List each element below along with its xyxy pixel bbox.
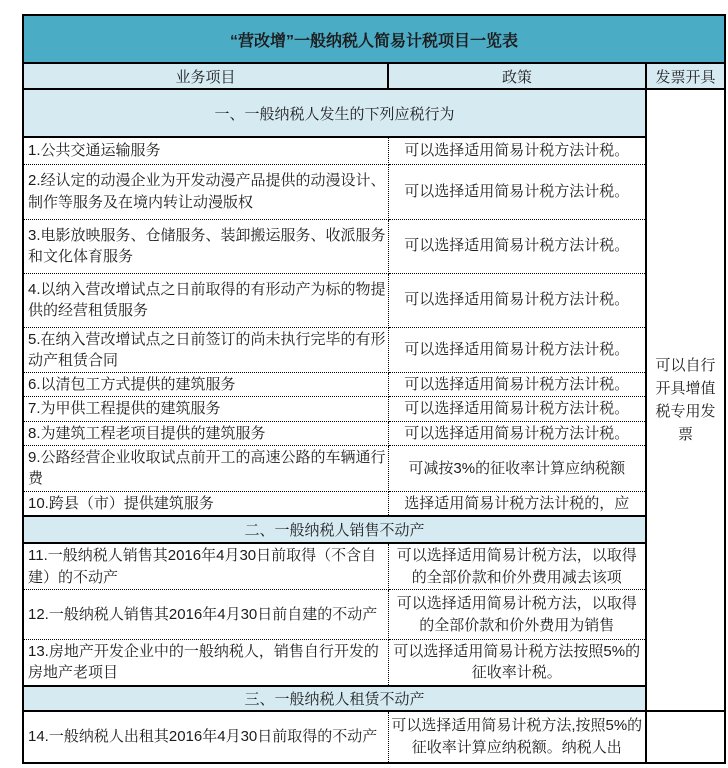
policy-cell: 可以选择适用简易计税方法计税。 bbox=[388, 219, 646, 273]
tax-items-table bbox=[22, 14, 726, 764]
table-row bbox=[23, 273, 725, 327]
table-row bbox=[23, 137, 725, 164]
table-header-row bbox=[23, 63, 725, 89]
table-row bbox=[23, 590, 725, 640]
policy-cell: 可以选择适用简易计税方法计税。 bbox=[388, 421, 646, 445]
table-title: “营改增”一般纳税人简易计税项目一览表 bbox=[23, 15, 725, 63]
policy-cell: 可以选择适用简易计税方法,按照5%的征收率计算应纳税额。纳税人出 bbox=[388, 711, 646, 763]
table-row bbox=[23, 640, 725, 686]
policy-cell: 可以选择适用简易计税方法计税。 bbox=[388, 137, 646, 164]
section-header-1: 一、一般纳税人发生的下列应税行为 bbox=[23, 89, 646, 137]
table-row bbox=[23, 397, 725, 421]
policy-cell: 可以选择适用简易计税方法计税。 bbox=[388, 273, 646, 327]
business-item-cell: 6.以清包工方式提供的建筑服务 bbox=[23, 373, 388, 397]
policy-cell: 可以选择适用简易计税方法计税。 bbox=[388, 373, 646, 397]
section-header-row bbox=[23, 686, 725, 711]
table-row bbox=[23, 327, 725, 373]
business-item-cell: 7.为甲供工程提供的建筑服务 bbox=[23, 397, 388, 421]
table-row bbox=[23, 373, 725, 397]
business-item-cell: 9.公路经营企业收取试点前开工的高速公路的车辆通行费 bbox=[23, 445, 388, 491]
section-header-row bbox=[23, 89, 725, 137]
section-header-2: 二、一般纳税人销售不动产 bbox=[23, 516, 646, 543]
table-row bbox=[23, 543, 725, 589]
table-row bbox=[23, 219, 725, 273]
table-row bbox=[23, 491, 725, 516]
policy-cell: 选择适用简易计税方法计税的，应 bbox=[388, 491, 646, 516]
business-item-cell: 3.电影放映服务、仓储服务、装卸搬运服务、收派服务和文化体育服务 bbox=[23, 219, 388, 273]
table-row bbox=[23, 164, 725, 219]
table-row bbox=[23, 421, 725, 445]
business-item-cell: 11.一般纳税人销售其2016年4月30日前取得（不含自建）的不动产 bbox=[23, 543, 388, 589]
business-item-cell: 8.为建筑工程老项目提供的建筑服务 bbox=[23, 421, 388, 445]
business-item-cell: 12.一般纳税人销售其2016年4月30日前自建的不动产 bbox=[23, 590, 388, 640]
column-header-policy: 政策 bbox=[388, 63, 646, 89]
policy-cell: 可以选择适用简易计税方法计税。 bbox=[388, 397, 646, 421]
policy-cell: 可以选择适用简易计税方法按照5%的征收率计税。 bbox=[388, 640, 646, 686]
section-header-3: 三、一般纳税人租赁不动产 bbox=[23, 686, 646, 711]
table-row bbox=[23, 445, 725, 491]
table-row bbox=[23, 711, 725, 763]
table-title-row bbox=[23, 15, 725, 63]
policy-cell: 可以选择适用简易计税方法计税。 bbox=[388, 164, 646, 219]
policy-cell: 可以选择适用简易计税方法计税。 bbox=[388, 327, 646, 373]
section-header-row bbox=[23, 516, 725, 543]
business-item-cell: 10.跨县（市）提供建筑服务 bbox=[23, 491, 388, 516]
business-item-cell: 2.经认定的动漫企业为开发动漫产品提供的动漫设计、制作等服务及在境内转让动漫版权 bbox=[23, 164, 388, 219]
column-header-invoice: 发票开具 bbox=[646, 63, 725, 89]
policy-cell: 可以选择适用简易计税方法，以取得的全部价款和价外费用减去该项 bbox=[388, 543, 646, 589]
policy-cell: 可减按3%的征收率计算应纳税额 bbox=[388, 445, 646, 491]
business-item-cell: 13.房地产开发企业中的一般纳税人，销售自行开发的房地产老项目 bbox=[23, 640, 388, 686]
column-header-business: 业务项目 bbox=[23, 63, 388, 89]
business-item-cell: 4.以纳入营改增试点之日前取得的有形动产为标的物提供的经营租赁服务 bbox=[23, 273, 388, 327]
business-item-cell: 1.公共交通运输服务 bbox=[23, 137, 388, 164]
invoice-note-cell bbox=[646, 89, 725, 711]
policy-cell: 可以选择适用简易计税方法，以取得的全部价款和价外费用为销售 bbox=[388, 590, 646, 640]
business-item-cell: 5.在纳入营改增试点之日前签订的尚未执行完毕的有形动产租赁合同 bbox=[23, 327, 388, 373]
invoice-note-text: 可以自行开具增值税专用发票 bbox=[655, 356, 716, 443]
business-item-cell: 14.一般纳税人出租其2016年4月30日前取得的不动产 bbox=[23, 711, 388, 763]
